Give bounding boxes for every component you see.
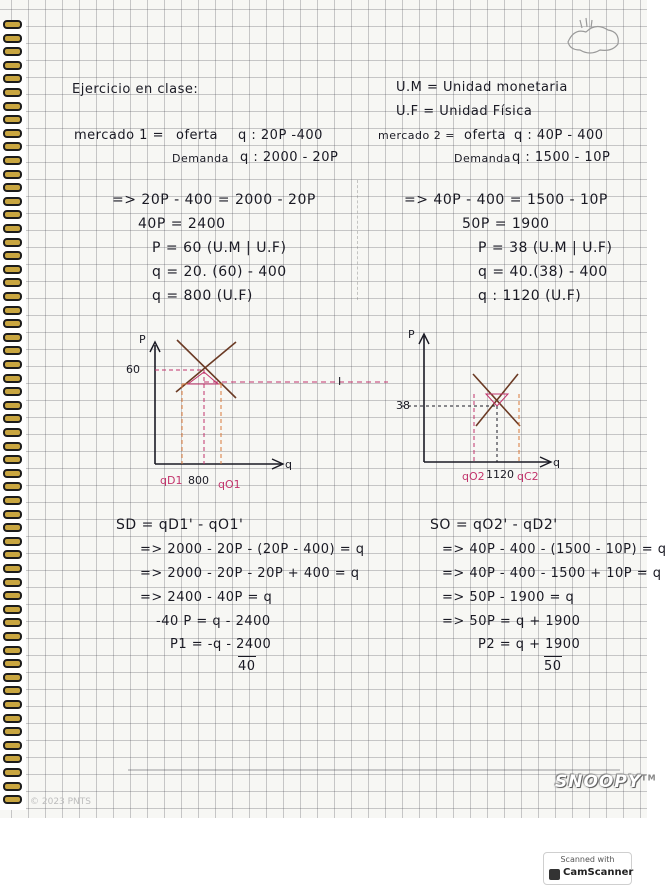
market2-step-4: q = 40.(38) - 400 [478,264,608,280]
graph1-x-label: q [285,458,292,471]
excess2-heading: SO = qO2' - qD2' [430,517,558,533]
excess1-step-5: P1 = -q - 2400 [170,637,272,652]
market1-step-5: q = 800 (U.F) [152,288,253,304]
graph2-qo-label: qO2 [462,470,485,483]
market2-step-5: q : 1120 (U.F) [478,288,582,304]
graph2-x-label: q [553,456,560,469]
graph2-y-label: P [408,328,415,341]
watermark-caption: Scanned with [560,855,615,864]
market1-supply-label: oferta [176,128,218,143]
copyright-text: © 2023 PNTS [30,797,91,807]
graph2-qty-tick: 1120 [486,468,514,481]
graph1 [150,340,283,469]
graph1-qd-label: qD1 [160,474,183,487]
market1-demand-eq: q : 2000 - 20P [240,150,339,165]
camscanner-watermark [543,852,632,885]
market2-step-3: P = 38 (U.M | U.F) [478,240,613,256]
watermark-app-name: CamScanner [563,867,634,878]
excess1-step-3: => 2400 - 40P = q [140,590,273,605]
market2-step-1: => 40P - 400 = 1500 - 10P [404,192,608,208]
excess2-step-5: P2 = q + 1900 [478,637,581,652]
excess1-denominator: 40 [238,656,256,674]
graph1-qty-tick: 800 [188,474,209,487]
excess2-step-2: => 40P - 400 - 1500 + 10P = q [442,566,662,581]
unit-physical-note: U.F = Unidad Física [396,104,533,119]
graph2 [402,334,551,467]
market2-label: mercado 2 = [378,129,455,142]
excess2-step-4: => 50P = q + 1900 [442,614,581,629]
excess1-step-4: -40 P = q - 2400 [156,614,271,629]
market1-supply-eq: q : 20P -400 [238,128,323,143]
unit-money-note: U.M = Unidad monetaria [396,80,568,95]
graph1-y-label: P [139,333,146,346]
excess1-step-2: => 2000 - 20P - 20P + 400 = q [140,566,360,581]
market2-demand-label: Demanda [454,152,511,165]
excess1-heading: SD = qD1' - qO1' [116,517,244,533]
market1-step-1: => 20P - 400 = 2000 - 20P [112,192,316,208]
market2-demand-eq: q : 1500 - 10P [512,150,611,165]
graph2-price-tick: 38 [396,399,410,412]
excess1-step-1: => 2000 - 20P - (20P - 400) = q [140,542,365,557]
market2-supply-eq: q : 40P - 400 [514,128,604,143]
graph2-qc-label: qC2 [517,470,539,483]
market2-step-2: 50P = 1900 [462,216,550,232]
market1-step-4: q = 20. (60) - 400 [152,264,287,280]
camscanner-logo-icon [549,869,560,880]
graph1-qo-label: qO1 [218,478,241,491]
market1-demand-label: Demanda [172,152,229,165]
excess2-step-3: => 50P - 1900 = q [442,590,575,605]
excess2-denominator: 50 [544,656,562,674]
market2-supply-label: oferta [464,128,506,143]
market1-step-2: 40P = 2400 [138,216,226,232]
graph1-price-tick: 60 [126,363,140,376]
snoopy-brand-logo: SNOOPY™ [555,772,657,792]
between-graphs-label: I [338,375,342,388]
excess2-step-1: => 40P - 400 - (1500 - 10P) = q [442,542,667,557]
market1-label: mercado 1 = [74,128,164,143]
page-title: Ejercicio en clase: [72,82,199,97]
market1-step-3: P = 60 (U.M | U.F) [152,240,287,256]
